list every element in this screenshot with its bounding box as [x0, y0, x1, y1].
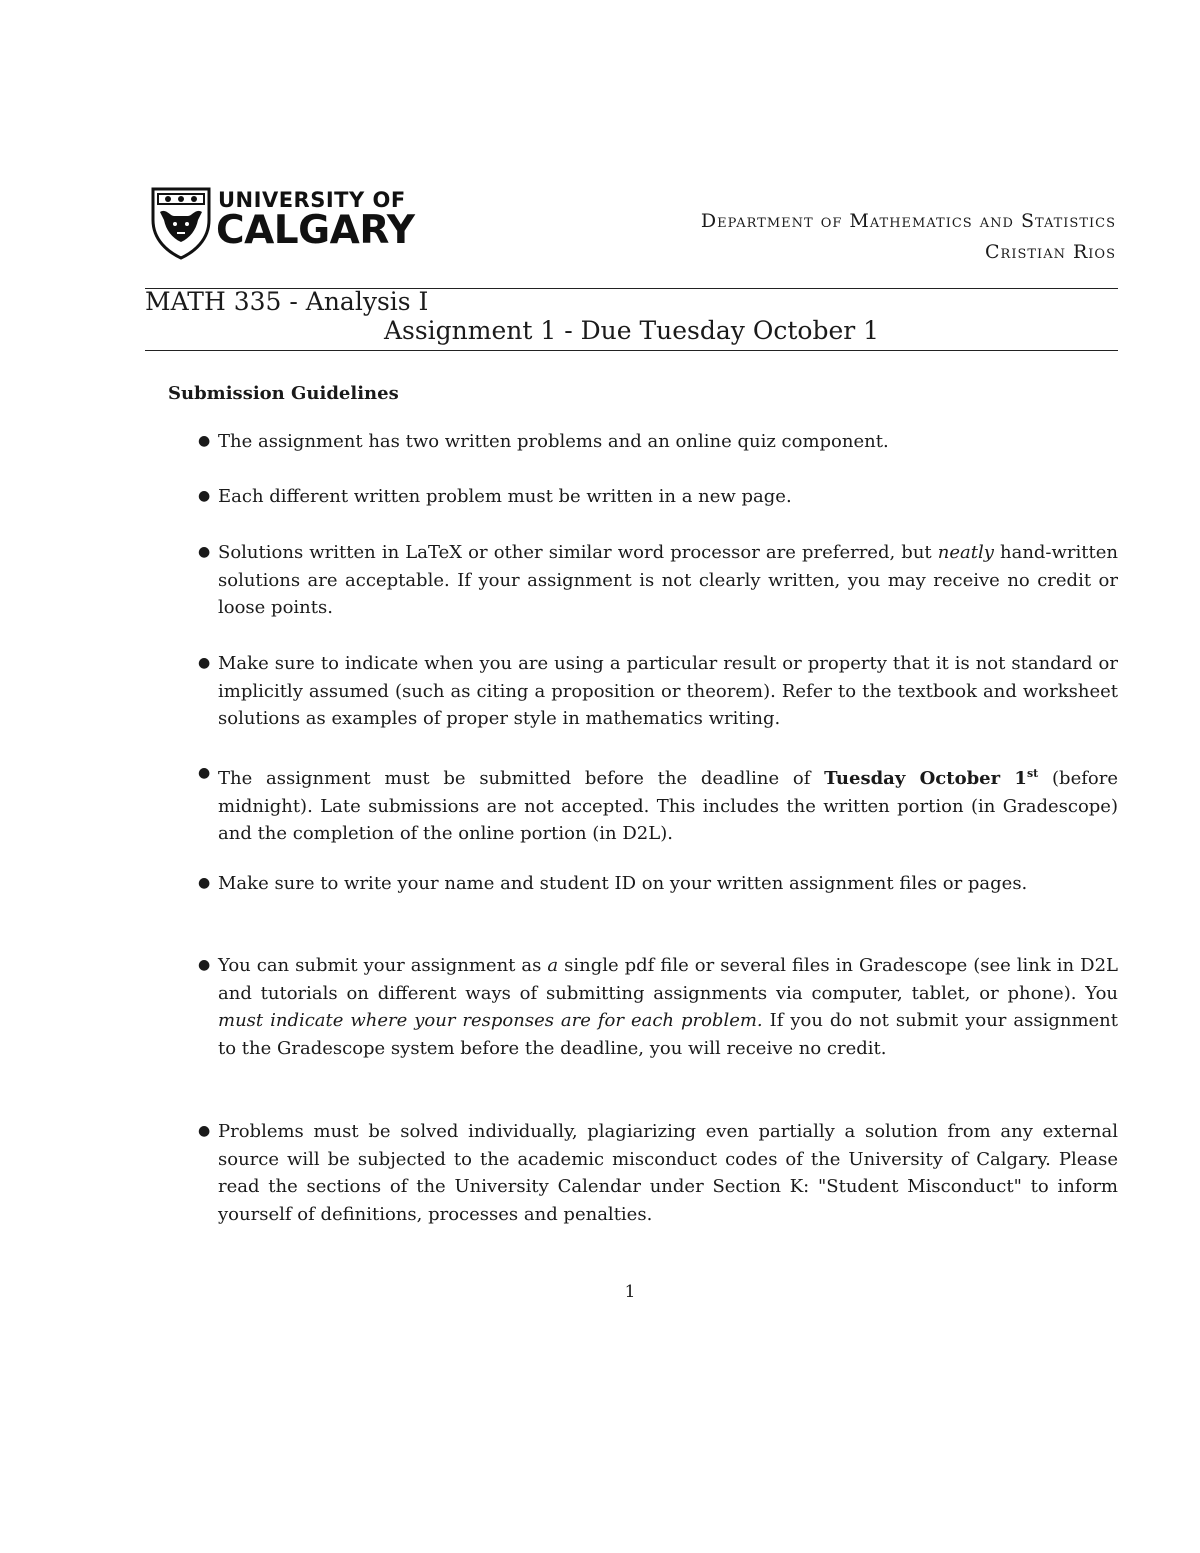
list-item-text: Each different written problem must be written in a new page. [218, 486, 792, 507]
list-item [198, 428, 1118, 456]
course-title: MATH 335 - Analysis I [145, 287, 429, 316]
department-name: Department of Mathematics and Statistics [700, 210, 1116, 232]
logo-line-2: CALGARY [216, 208, 415, 253]
bullet-icon: ● [198, 488, 211, 504]
list-item-text: Solutions written in LaTeX or other similar word processor are preferred, but neatly hand-written solutions are acceptable. If your assignment is not clearly written, you may receive no credit or loose points. [218, 542, 1118, 618]
list-item [198, 650, 1118, 733]
list-item-text: You can submit your assignment as a single pdf file or several files in Gradescope (see link in D2L and tutorials on different ways of submitting assignments via computer, tablet, or phone). You must indicate where your responses are for each problem. If you do not submit your assignment to the Gradescope system before the deadline, you will receive no credit. [218, 955, 1118, 1059]
page-number: 1 [624, 1282, 636, 1302]
logo-line-1: UNIVERSITY OF [218, 188, 406, 212]
university-logo [150, 186, 415, 260]
list-item [198, 870, 1118, 898]
section-heading: Submission Guidelines [168, 383, 399, 404]
list-item-text: The assignment must be submitted before the deadline of Tuesday October 1st (before midnight). Late submissions are not accepted. This includes the written portion (in Gradescope) and the completion of the online portion (in D2L). [218, 767, 1118, 844]
list-item-text: Make sure to write your name and student ID on your written assignment files or pages. [218, 873, 1028, 894]
list-item [198, 483, 1118, 511]
list-item [198, 1118, 1118, 1228]
university-crest-icon [150, 186, 212, 260]
list-item [198, 952, 1118, 1062]
emphasis: must indicate where your responses are for each problem. [218, 1010, 763, 1031]
bullet-icon: ● [198, 655, 211, 671]
deadline-date: Tuesday October 1 [824, 768, 1027, 789]
list-item-text: The assignment has two written problems and an online quiz component. [218, 431, 889, 452]
header-block [701, 206, 1116, 268]
assignment-title: Assignment 1 - Due Tuesday October 1 [383, 316, 880, 345]
author-name: Cristian Rios [985, 241, 1116, 263]
bullet-icon: ● [198, 957, 211, 973]
bullet-icon: ● [198, 765, 211, 781]
emphasis: neatly [937, 542, 994, 563]
list-item [198, 539, 1118, 622]
bullet-icon: ● [198, 1123, 211, 1139]
list-item [198, 760, 1118, 848]
bullet-icon: ● [198, 544, 211, 560]
bullet-icon: ● [198, 433, 211, 449]
list-item-text: Problems must be solved individually, plagiarizing even partially a solution from any external source will be subjected to the academic misconduct codes of the University of Calgary. Please read the sections of the University Calendar under Section K: "Student Misconduct" to inform yourself of definitions, processes and penalties. [218, 1121, 1118, 1225]
bullet-icon: ● [198, 875, 211, 891]
bottom-rule [145, 350, 1118, 351]
list-item-text: Make sure to indicate when you are using a particular result or property that it is not standard or implicitly assumed (such as citing a proposition or theorem). Refer to the textbook and worksheet solutions as examples of proper style in mathematics writing. [218, 653, 1118, 729]
